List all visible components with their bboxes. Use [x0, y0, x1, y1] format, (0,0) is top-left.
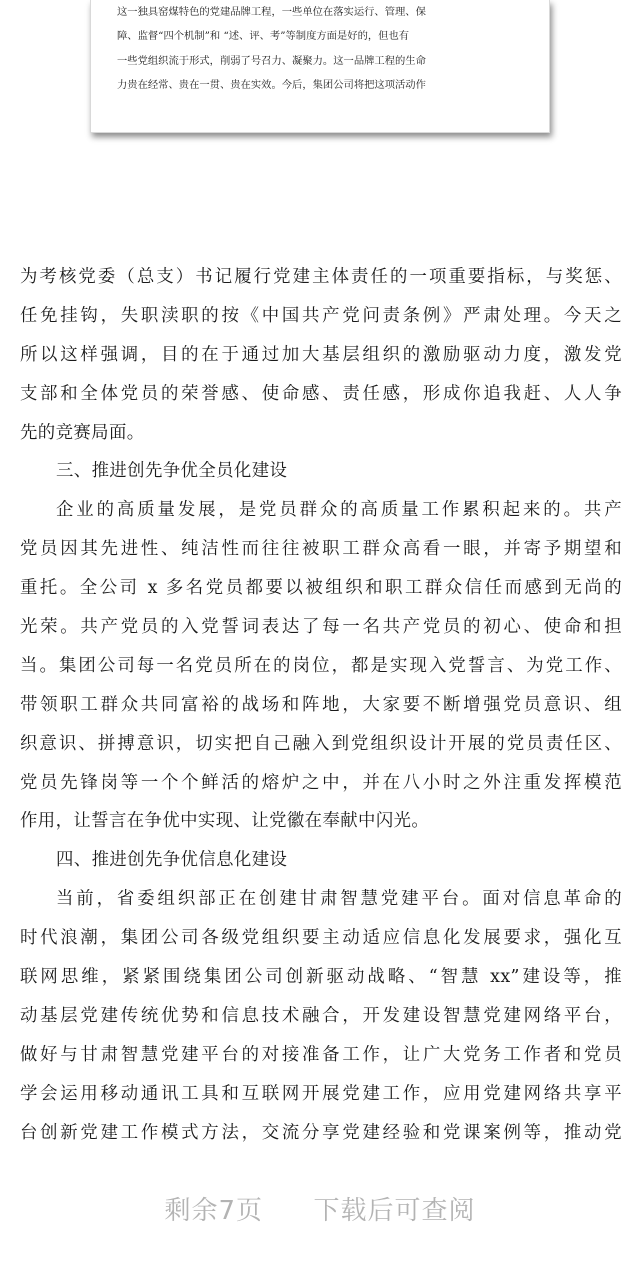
paragraph-line: 支部和全体党员的荣誉感、使命感、责任感，形成你追我赶、人人争 — [20, 383, 622, 404]
paragraph-line: 台创新党建工作模式方法，交流分享党建经验和党课案例等，推动党 — [20, 1122, 622, 1143]
paragraph-line: 当前，省委组织部正在创建甘肃智慧党建平台。面对信息革命的 — [56, 889, 622, 910]
paragraph-line: 动基层党建传统优势和信息技术融合，开发建设智慧党建网络平台， — [20, 1005, 622, 1026]
remaining-pages-label: 剩余7页 — [164, 1196, 263, 1226]
preview-text-line: 障、监督“四个机制”和 “述、评、考”等制度方面是好的，但也有 — [117, 30, 410, 43]
paragraph-line: 做好与甘肃智慧党建平台的对接准备工作，让广大党务工作者和党员 — [20, 1044, 622, 1065]
document-body — [20, 258, 622, 1152]
paragraph-line: 光荣。共产党员的入党誓词表达了每一名共产党员的初心、使命和担 — [20, 617, 622, 638]
download-to-read-label: 下载后可查阅 — [313, 1196, 476, 1226]
paragraph-line: 织意识、拼搏意识，切实把自己融入到党组织设计开展的党员责任区、 — [20, 733, 622, 754]
paragraph-line: 党员因其先进性、纯洁性而往往被职工群众高看一眼，并寄予期望和 — [20, 539, 622, 560]
paragraph-line: 先的竞赛局面。 — [20, 422, 145, 443]
preview-page-text — [117, 0, 527, 98]
paragraph-line: 党员先锋岗等一个个鲜活的熔炉之中，并在八小时之外注重发挥模范 — [20, 772, 622, 793]
paragraph-line: 企业的高质量发展，是党员群众的高质量工作累积起来的。共产 — [56, 500, 622, 521]
remaining-pages-banner[interactable] — [0, 1190, 640, 1227]
paragraph-line: 带领职工群众共同富裕的战场和阵地，大家要不断增强党员意识、组 — [20, 694, 622, 715]
paragraph-line: 重托。全公司 x 多名党员都要以被组织和职工群众信任而感到无尚的 — [20, 578, 622, 599]
section-heading: 四、推进创先争优信息化建设 — [56, 850, 288, 871]
paragraph-line: 当。集团公司每一名党员所在的岗位，都是实现入党誓言、为党工作、 — [20, 655, 622, 676]
paragraph-line: 联网思维，紧紧围绕集团公司创新驱动战略、“智慧 xx”建设等，推 — [20, 967, 622, 988]
paragraph-line: 任免挂钩，失职渎职的按《中国共产党问责条例》严肃处理。今天之 — [20, 305, 622, 326]
paragraph-line: 时代浪潮，集团公司各级党组织要主动适应信息化发展要求，强化互 — [20, 928, 622, 949]
preview-text-line: 这一独具窑煤特色的党建品牌工程，一些单位在落实运行、管理、保 — [117, 6, 426, 18]
paragraph-line: 所以这样强调，目的在于通过加大基层组织的激励驱动力度，激发党 — [20, 344, 622, 365]
paragraph-line: 学会运用移动通讯工具和互联网开展党建工作，应用党建网络共享平 — [20, 1083, 622, 1104]
preview-text-line: 一些党组织流于形式，削弱了号召力、凝聚力。这一品牌工程的生命 — [117, 54, 426, 67]
paragraph-line: 作用，让誓言在争优中实现、让党徽在奉献中闪光。 — [20, 811, 430, 832]
preview-text-line: 力贵在经常、贵在一贯、贵在实效。今后，集团公司将把这项活动作 — [117, 79, 426, 92]
preview-page-card — [90, 0, 550, 133]
paragraph-line: 为考核党委（总支）书记履行党建主体责任的一项重要指标，与奖惩、 — [20, 267, 622, 287]
section-heading: 三、推进创先争优全员化建设 — [56, 461, 288, 482]
